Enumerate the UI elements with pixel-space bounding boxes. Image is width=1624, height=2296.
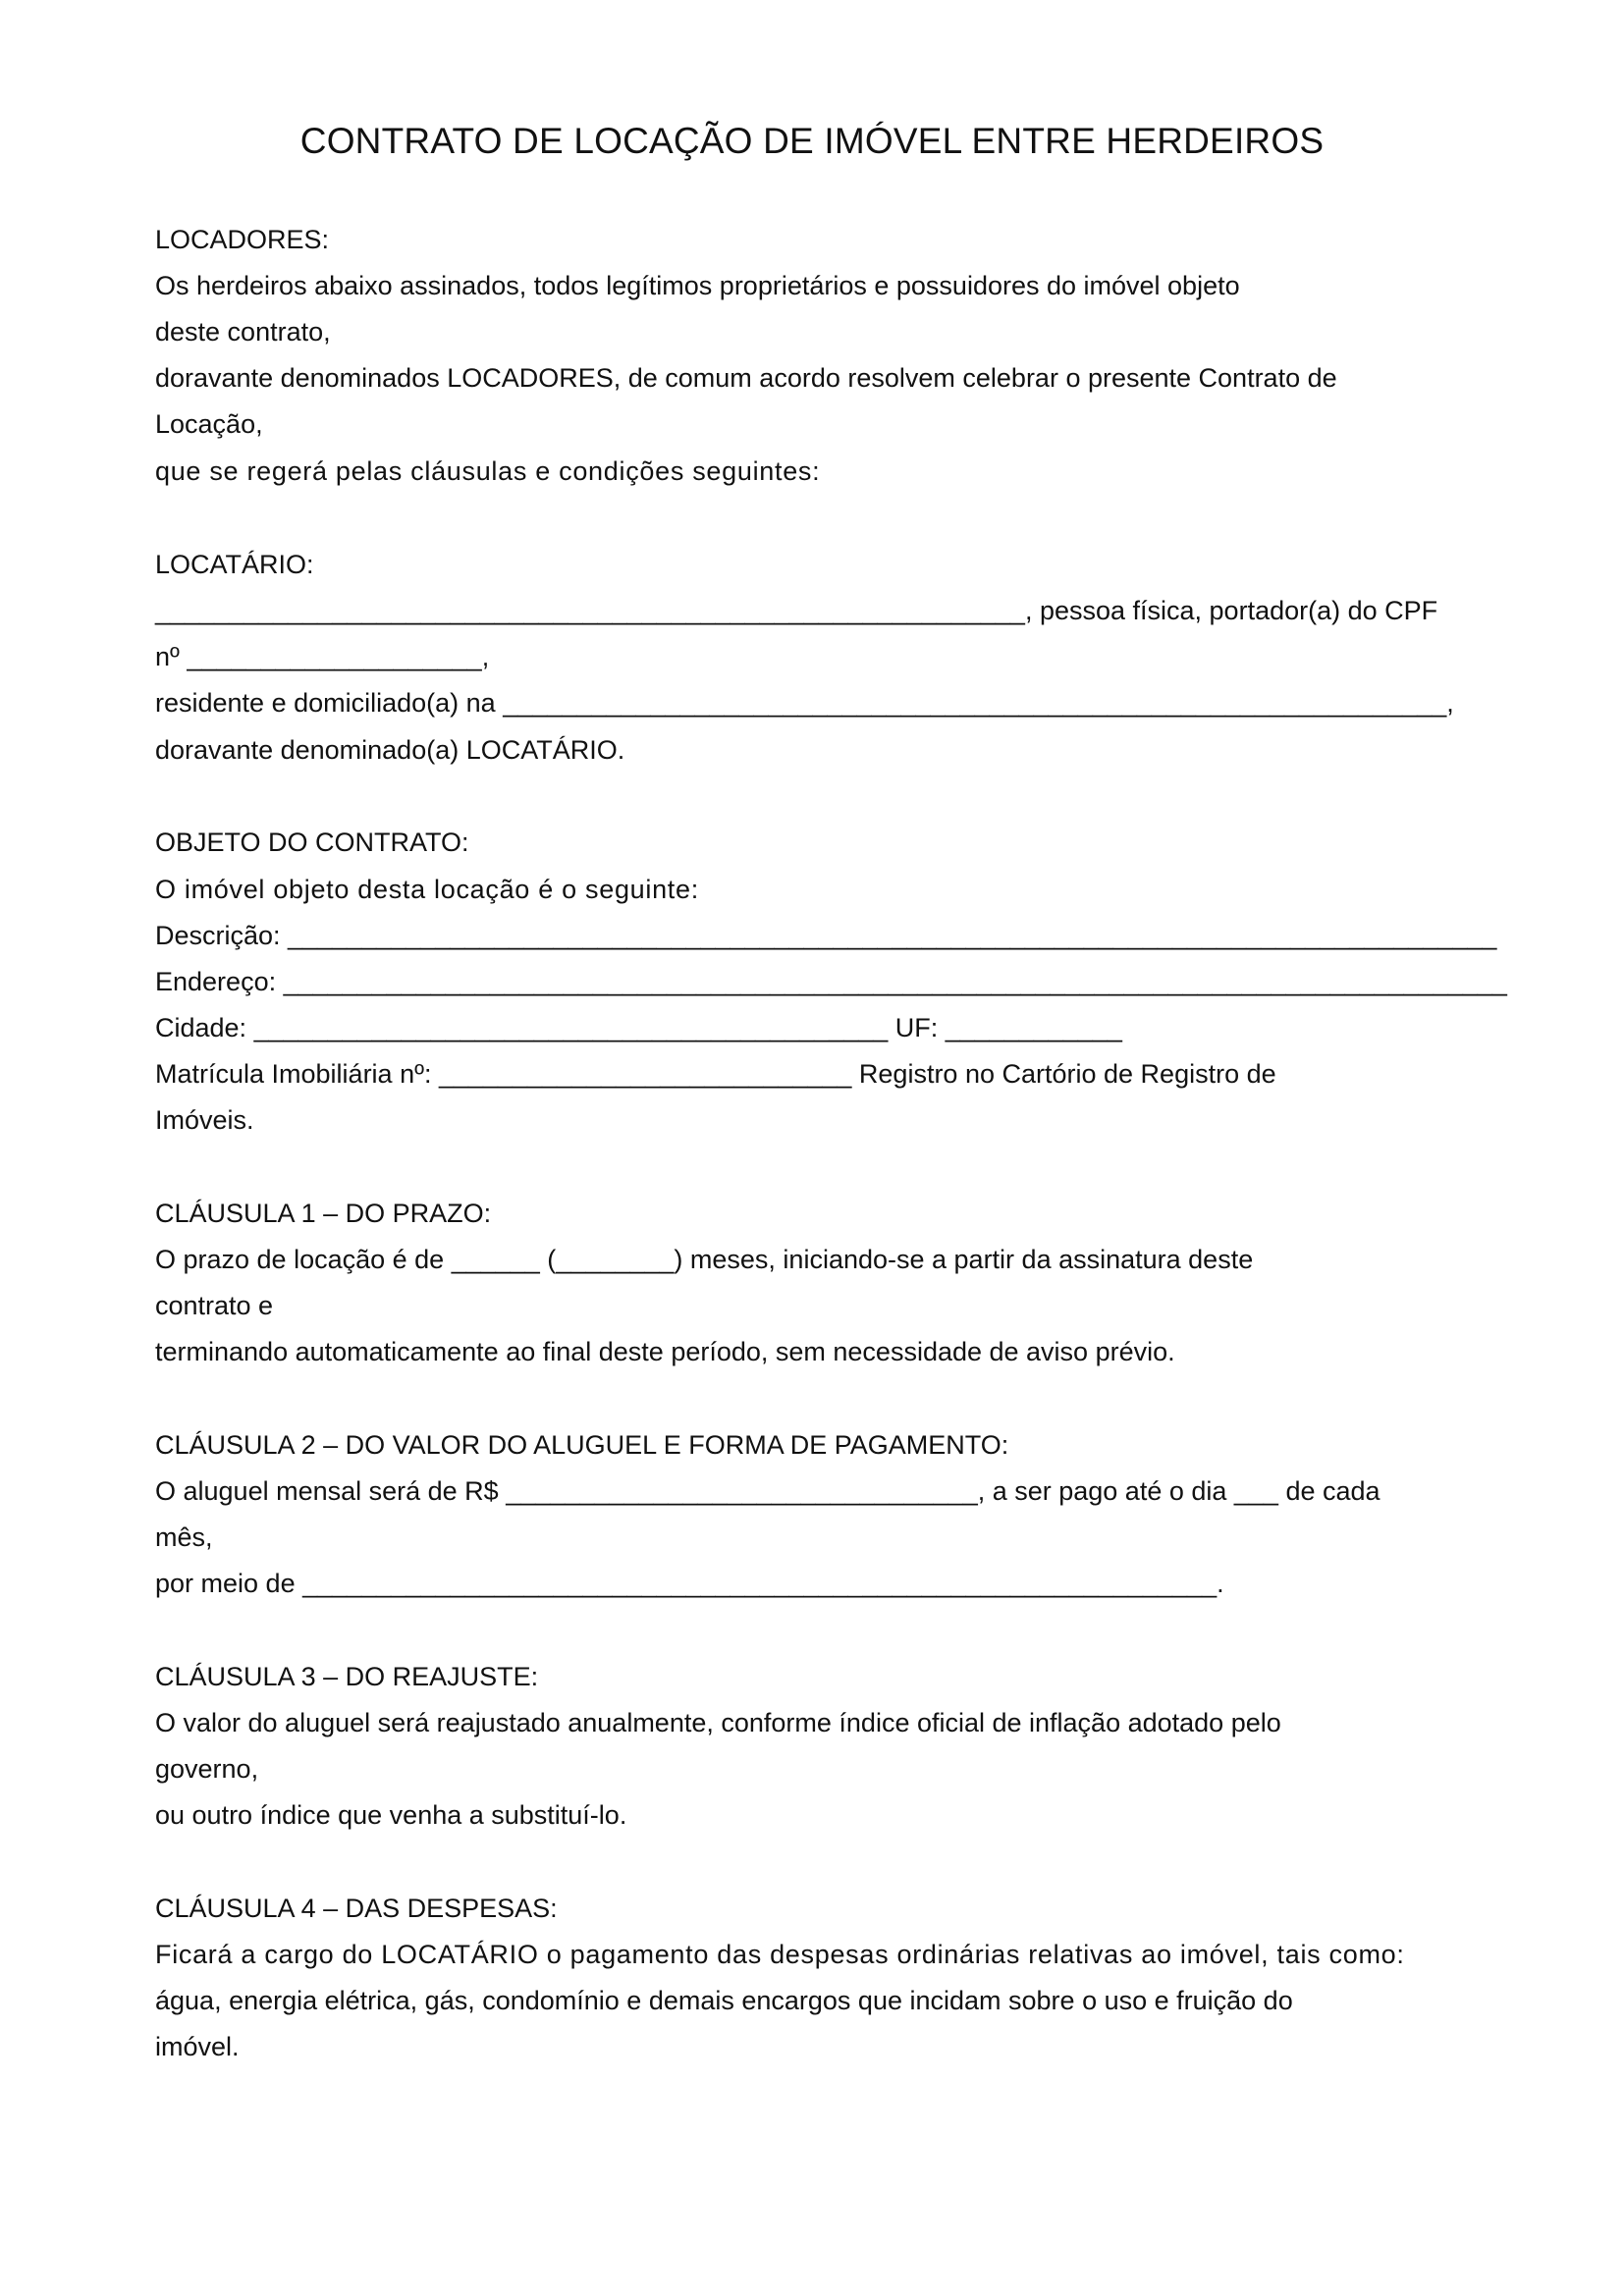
clause-heading-2: CLÁUSULA 2 – DO VALOR DO ALUGUEL E FORMA DE PAGAMENTO: bbox=[155, 1430, 1009, 1460]
fill-in-line-matricula: Matrícula Imobiliária nº: ____________________________ Registro no Cartório de Registro de bbox=[155, 1059, 1276, 1089]
paragraph-line: governo, bbox=[155, 1754, 259, 1784]
fill-in-line-prazo: O prazo de locação é de ______ (________) meses, iniciando-se a partir da assinatura deste bbox=[155, 1245, 1254, 1274]
paragraph-line: doravante denominados LOCADORES, de comum acordo resolvem celebrar o presente Contrato de bbox=[155, 363, 1337, 393]
paragraph-line: Ficará a cargo do LOCATÁRIO o pagamento das despesas ordinárias relativas ao imóvel, tais como: bbox=[155, 1940, 1405, 1969]
fill-in-line-cpf-number: nº ____________________, bbox=[155, 642, 490, 671]
fill-in-line-valor-aluguel: O aluguel mensal será de R$ ________________________________, a ser pago até o dia ___ de cada bbox=[155, 1476, 1380, 1506]
section-heading-locadores: LOCADORES: bbox=[155, 225, 330, 254]
paragraph-line: contrato e bbox=[155, 1291, 274, 1320]
paragraph-line: Locação, bbox=[155, 409, 263, 439]
fill-in-line-endereco: Endereço: ___________________________________________________________________________________ bbox=[155, 967, 1507, 996]
paragraph-line: terminando automaticamente ao final deste período, sem necessidade de aviso prévio. bbox=[155, 1337, 1175, 1366]
clause-heading-3: CLÁUSULA 3 – DO REAJUSTE: bbox=[155, 1662, 539, 1691]
contract-title: CONTRATO DE LOCAÇÃO DE IMÓVEL ENTRE HERDEIROS bbox=[299, 121, 1325, 161]
paragraph-line: O imóvel objeto desta locação é o seguinte: bbox=[155, 875, 699, 904]
paragraph-line: mês, bbox=[155, 1522, 213, 1552]
clause-heading-4: CLÁUSULA 4 – DAS DESPESAS: bbox=[155, 1894, 558, 1923]
paragraph-line: imóvel. bbox=[155, 2032, 240, 2061]
fill-in-line-tenant-name-cpf: ___________________________________________________________, pessoa física, portador(a) do CPF bbox=[155, 596, 1438, 625]
paragraph-line: Os herdeiros abaixo assinados, todos legítimos proprietários e possuidores do imóvel objeto bbox=[155, 271, 1240, 300]
paragraph-line: O valor do aluguel será reajustado anualmente, conforme índice oficial de inflação adotado pelo bbox=[155, 1708, 1281, 1737]
paragraph-line: doravante denominado(a) LOCATÁRIO. bbox=[155, 735, 625, 765]
section-heading-objeto: OBJETO DO CONTRATO: bbox=[155, 828, 469, 857]
paragraph-line: que se regerá pelas cláusulas e condições seguintes: bbox=[155, 456, 821, 486]
paragraph-line: água, energia elétrica, gás, condomínio e demais encargos que incidam sobre o uso e fruição do bbox=[155, 1986, 1293, 2015]
paragraph-line: Imóveis. bbox=[155, 1105, 254, 1135]
clause-heading-1: CLÁUSULA 1 – DO PRAZO: bbox=[155, 1199, 492, 1228]
paragraph-line: ou outro índice que venha a substituí-lo. bbox=[155, 1800, 627, 1830]
paragraph-line: deste contrato, bbox=[155, 317, 331, 347]
fill-in-line-descricao: Descrição: __________________________________________________________________________________ bbox=[155, 921, 1497, 950]
fill-in-line-cidade-uf: Cidade: ___________________________________________ UF: ____________ bbox=[155, 1013, 1122, 1042]
fill-in-line-forma-pagamento: por meio de ______________________________________________________________. bbox=[155, 1569, 1224, 1598]
section-heading-locatario: LOCATÁRIO: bbox=[155, 550, 314, 579]
fill-in-line-tenant-address: residente e domiciliado(a) na ________________________________________________________________, bbox=[155, 688, 1454, 718]
